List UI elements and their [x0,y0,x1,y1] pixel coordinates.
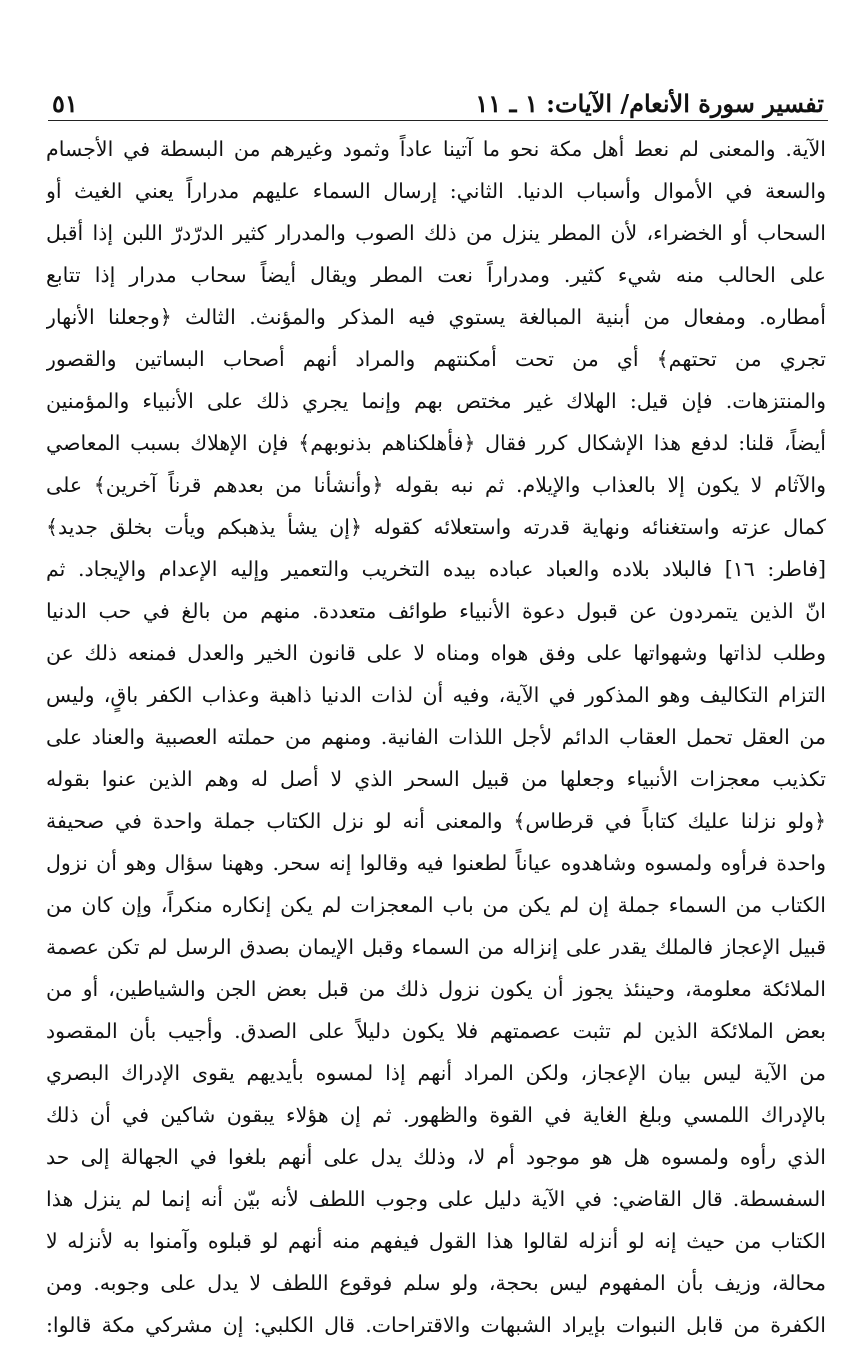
text-line: الكتاب من السماء جملة إن لم يكن من باب المعجزات لم يكن إنكاره منكراً، وإن كان من [46,893,826,917]
text-line: أيضاً، قلنا: لدفع هذا الإشكال كرر فقال ﴿فأهلكناهم بذنوبهم﴾ فإن الإهلاك بسبب المعاصي [46,431,826,455]
text-line: أمطاره. ومفعال من أبنية المبالغة يستوي فيه المذكر والمؤنث. الثالث ﴿وجعلنا الأنهار [46,305,826,329]
text-line: التزام التكاليف وهو المذكور في الآية، وفيه أن لذات الدنيا ذاهبة وعذاب الكفر باقٍ، وليس [46,683,826,707]
text-line: السفسطة. قال القاضي: في الآية دليل على وجوب اللطف لأنه بيّن أنه إنما لم ينزل هذا [46,1187,826,1211]
text-line: والمنتزهات. فإن قيل: الهلاك غير مختص بهم وإنما يجري ذلك على الأنبياء والمؤمنين [46,389,826,413]
text-line: على الحالب منه شيء كثير. ومدراراً نعت المطر ويقال أيضاً سحاب مدرار إذا تتابع [46,263,826,287]
body-text [46,128,826,1346]
text-line: واحدة فرأوه ولمسوه وشاهدوه عياناً لطعنوا فيه وقالوا إنه سحر. وههنا سؤال وهو أن نزول [46,851,826,875]
text-line: من الآية ليس بيان الإعجاز، ولكن المراد أنهم إذا لمسوه بأيديهم يقوى الإدراك البصري [46,1061,826,1085]
page-number: ٥١ [52,89,78,118]
text-line: قبيل الإعجاز فالملك يقدر على إنزاله من السماء وقبل الإيمان بصدق الرسل لم تكن عصمة [46,935,826,959]
text-line: وطلب لذاتها وشهواتها على وفق هواه ومناه لا على قانون الخير والعدل فمنعه ذلك عن [46,641,826,665]
text-line: كمال عزته واستغنائه ونهاية قدرته واستعلائه كقوله ﴿إن يشأ يذهبكم ويأت بخلق جديد﴾ [46,515,826,539]
text-line: انّ الذين يتمردون عن قبول دعوة الأنبياء طوائف متعددة. منهم من بالغ في حب الدنيا [46,599,826,623]
text-line: الذي رأوه ولمسوه هل هو موجود أم لا، وذلك يدل على أنهم بلغوا في الجهالة إلى حد [46,1145,826,1169]
text-line: بالإدراك اللمسي وبلغ الغاية في القوة والظهور. ثم إن هؤلاء يبقون شاكين في أن ذلك [46,1103,826,1127]
page-header [52,78,824,118]
text-line: الكفرة من قابل النبوات بإيراد الشبهات والاقتراحات. قال الكلبي: إن مشركي مكة قالوا: [46,1313,826,1337]
text-line: الآية. والمعنى لم نعط أهل مكة نحو ما آتينا عاداً وثمود وغيرهم من البسطة في الأجسام [46,137,826,161]
text-line: بعض الملائكة الذين لم تثبت عصمتهم فلا يكون دليلاً على الصدق. وأجيب بأن المقصود [46,1019,826,1043]
text-line: تكذيب معجزات الأنبياء وجعلها من قبيل السحر الذي لا أصل له وهم الذين عنوا بقوله [46,767,826,791]
text-line: تجري من تحتهم﴾ أي من تحت أمكنتهم والمراد أنهم أصحاب البساتين والقصور [46,347,826,371]
text-line: [فاطر: ١٦] فالبلاد بلاده والعباد عباده بيده التخريب والتعمير وإليه الإعدام والإيجاد. ثم [46,557,826,581]
text-line: من العقل تحمل العقاب الدائم لأجل اللذات الفانية. ومنهم من حملته العصبية والعناد على [46,725,826,749]
running-title: تفسير سورة الأنعام/ الآيات: ١ ـ ١١ [475,89,824,118]
header-rule [48,120,828,121]
text-line: محالة، وزيف بأن المفهوم ليس بحجة، ولو سلم فوقوع اللطف لا يدل على وجوبه. ومن [46,1271,826,1295]
text-line: السحاب أو الخضراء، لأن المطر ينزل من ذلك الصوب والمدرار كثير الدرّدرّ اللبن إذا أقبل [46,221,826,245]
text-line: ﴿ولو نزلنا عليك كتاباً في قرطاس﴾ والمعنى أنه لو نزل الكتاب جملة واحدة في صحيفة [46,809,826,833]
text-line: والسعة في الأموال وأسباب الدنيا. الثاني: إرسال السماء عليهم مدراراً يعني الغيث أو [46,179,826,203]
text-line: الملائكة معلومة، وحينئذ يجوز أن يكون نزول ذلك من قبل بعض الجن والشياطين، أو من [46,977,826,1001]
text-line: والآثام لا يكون إلا بالعذاب والإيلام. ثم نبه بقوله ﴿وأنشأنا من بعدهم قرناً آخرين﴾ على [46,473,826,497]
text-line: الكتاب من حيث إنه لو أنزله لقالوا هذا القول فيفهم منه أنهم لو قبلوه وآمنوا به لأنزله لا [46,1229,826,1253]
